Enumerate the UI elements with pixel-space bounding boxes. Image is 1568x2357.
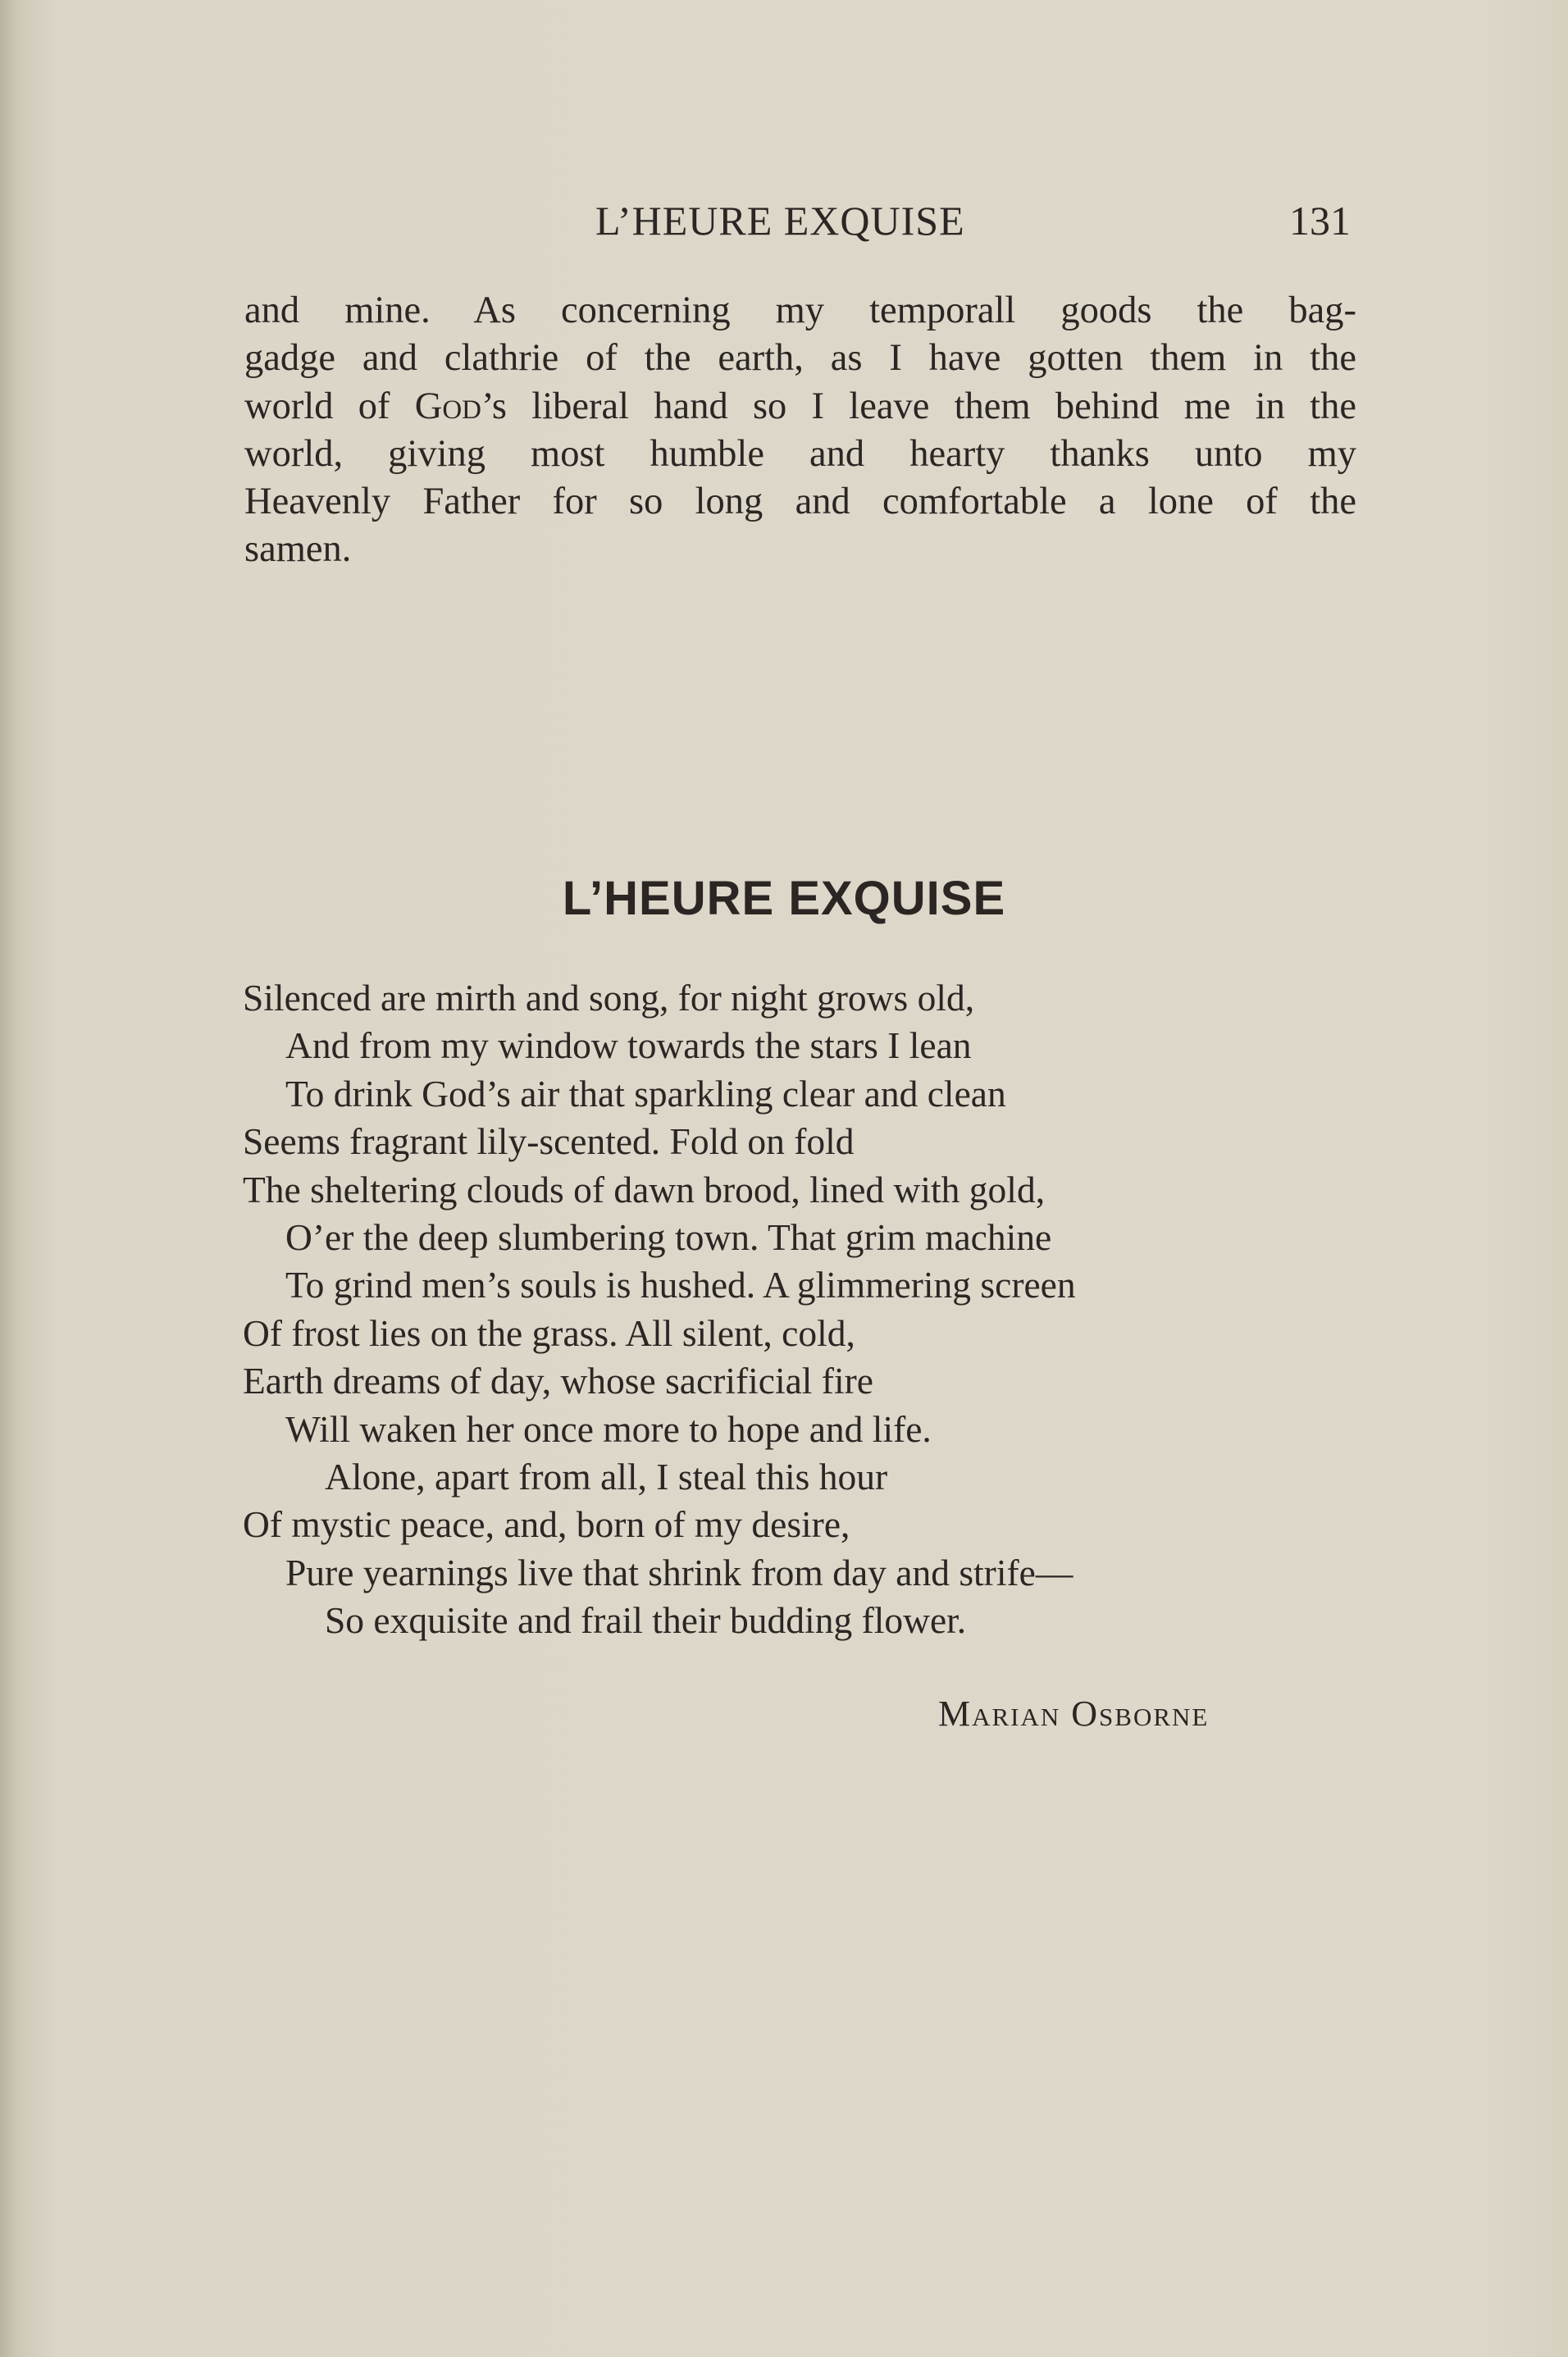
poem-line: To grind men’s souls is hushed. A glimmering screen [285,1264,1076,1306]
poem-line: To drink God’s air that sparkling clear and clean [285,1072,1006,1115]
poem-line: Of mystic peace, and, born of my desire, [243,1503,850,1546]
prose-line-6: samen. [244,528,352,571]
poem-body [243,974,1391,1645]
prose-line-2: gadge and clathrie of the earth, as I have gotten them in the [244,337,1356,380]
poem-line: O’er the deep slumbering town. That grim machine [285,1216,1052,1259]
running-head: L’HEURE EXQUISE [595,198,965,244]
poem-author: Marian Osborne [938,1694,1210,1734]
poem-line: Silenced are mirth and song, for night grows old, [243,977,975,1019]
prose-line-3-before: world of [244,385,415,427]
prose-line-3 [244,383,1356,431]
poem-line: Earth dreams of day, whose sacrificial fire [243,1360,873,1402]
prose-line-3-after: ’s liberal hand so I leave them behind me in the [481,385,1356,427]
page-number: 131 [1289,198,1351,244]
poem-line: Seems fragrant lily-scented. Fold on fold [243,1120,855,1163]
poem-line: So exquisite and frail their budding flower. [325,1599,967,1642]
poem-title: L’HEURE EXQUISE [562,872,1006,925]
prose-paragraph [244,287,1356,574]
poem-line: Alone, apart from all, I steal this hour [325,1456,888,1498]
prose-line-4: world, giving most humble and hearty thanks unto my [244,432,1356,475]
poem-line: And from my window towards the stars I lean [285,1024,972,1067]
page-header [0,197,1568,254]
poem-line: The sheltering clouds of dawn brood, lined with gold, [243,1168,1046,1210]
prose-line-1: and mine. As concerning my temporall goods the bag- [244,289,1356,331]
prose-line-5: Heavenly Father for so long and comfortable a lone of the [244,481,1356,523]
prose-line-3-smallcaps: God [414,385,481,427]
poem-line: Will waken her once more to hope and life. [285,1407,932,1450]
poem-line: Of frost lies on the grass. All silent, cold, [243,1311,855,1354]
poem-line: Pure yearnings live that shrink from day and strife— [285,1551,1073,1593]
